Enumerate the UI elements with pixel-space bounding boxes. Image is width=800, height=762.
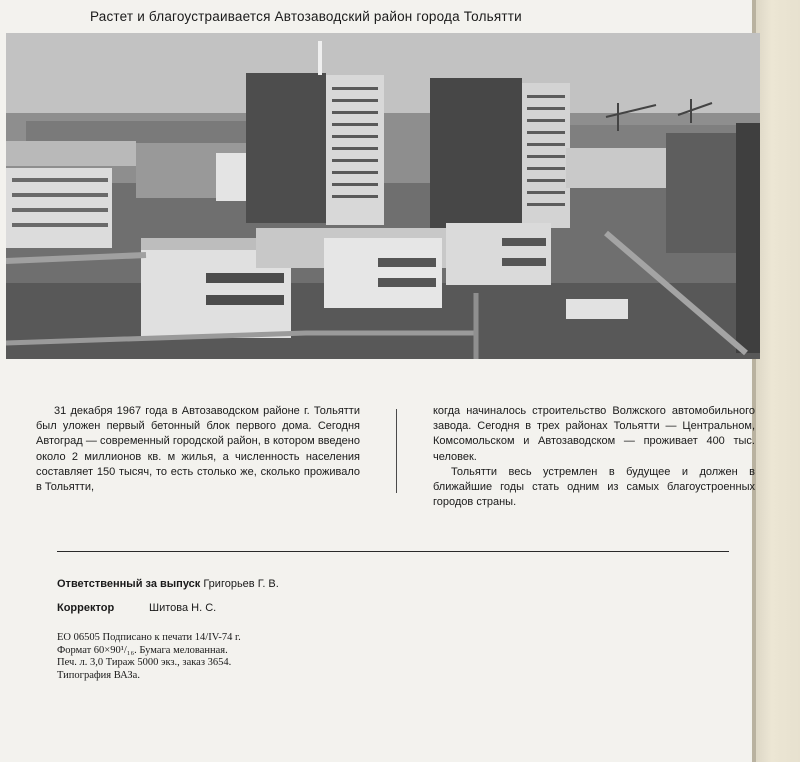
article-paragraph: Тольятти весь устремлен в будущее и должен в ближайшие годы стать одним из самых благоустроенных городов страны.	[433, 465, 755, 509]
imprint-line: ЕО 06505 Подписано к печати 14/IV-74 г.	[57, 632, 241, 643]
photo-of-residential-district-icon	[6, 33, 760, 359]
imprint-line: Типография ВАЗа.	[57, 669, 140, 681]
article-paragraph: 31 декабря 1967 года в Автозаводском районе г. Тольятти был уложен первый бетонный блок первого дома. Сегодня Автоград — современный городской район, в котором введено около 2 миллионов кв. м жилья, а численность населения составляет 150 тысяч, то есть столько же, сколько проживало в Тольятти,	[36, 405, 360, 494]
imprint-line: Печ. л. 3,0 Тираж 5000 экз., заказ 3654.	[57, 657, 232, 669]
article-paragraph-continued: когда начиналось строительство Волжского автомобильного завода. Сегодня в трех районах Тольятти — Центральном, Комсомольском и Автозаводском — проживает 400 тыс. человек.	[433, 405, 755, 463]
credit-value: Шитова Н. С.	[149, 602, 217, 614]
credit-label: Корректор	[57, 602, 115, 614]
district-photo	[6, 33, 760, 359]
imprint-line: Формат 60×90¹/₁₆. Бумага мелованная.	[57, 644, 228, 656]
horizontal-rule	[57, 551, 729, 552]
article-right-column	[433, 404, 755, 510]
credit-proofreader	[57, 602, 217, 614]
imprint-block	[57, 632, 477, 682]
credit-value: Григорьев Г. В.	[203, 578, 279, 590]
column-divider	[396, 409, 397, 493]
page-title: Растет и благоустраивается Автозаводский район города Тольятти	[90, 9, 522, 24]
article-left-column	[36, 404, 360, 495]
credit-responsible	[57, 578, 279, 590]
credit-label: Ответственный за выпуск	[57, 578, 201, 590]
